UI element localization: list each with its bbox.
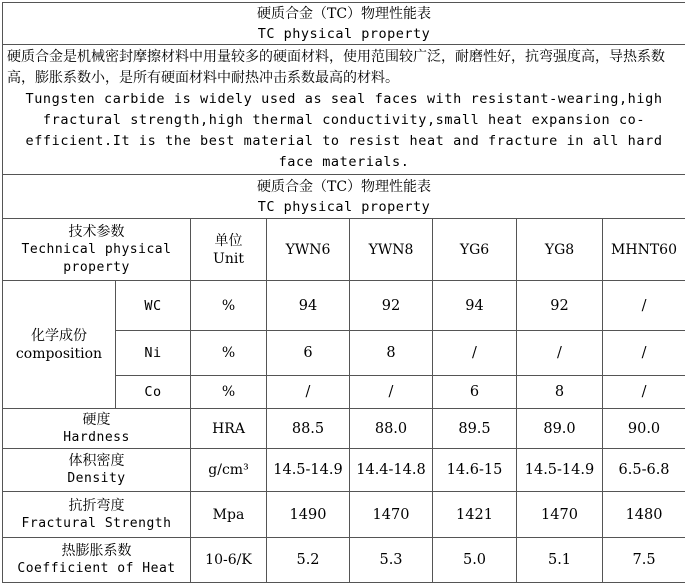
value-cell: 88.0 xyxy=(350,409,433,449)
value-cell: 14.6-15 xyxy=(433,449,517,492)
header-unit-cn: 单位 xyxy=(214,232,243,249)
header-grade: YG6 xyxy=(433,219,517,281)
header-grade: YWN8 xyxy=(350,219,433,281)
intro-paragraph xyxy=(3,45,686,175)
element-label: Ni xyxy=(116,331,191,376)
table-title-cn: 硬质合金（TC）物理性能表 xyxy=(257,178,432,195)
header-unit-en: Unit xyxy=(213,250,244,267)
table-title xyxy=(3,175,686,219)
property-cn: 热膨胀系数 xyxy=(61,543,132,559)
value-cell: 92 xyxy=(350,281,433,331)
value-cell: / xyxy=(603,281,686,331)
value-cell: 7.5 xyxy=(603,538,686,583)
value-cell: 14.4-14.8 xyxy=(350,449,433,492)
unit-cell: Mpa xyxy=(191,492,267,538)
value-cell: 94 xyxy=(433,281,517,331)
value-cell: 6 xyxy=(267,331,350,376)
property-cn: 抗折弯度 xyxy=(68,497,125,514)
value-cell: 89.0 xyxy=(517,409,603,449)
value-cell: 5.0 xyxy=(433,538,517,583)
tc-property-table xyxy=(2,2,685,583)
property-en: Hardness xyxy=(63,429,130,445)
value-cell: 88.5 xyxy=(267,409,350,449)
value-cell: / xyxy=(603,376,686,409)
property-label-density xyxy=(3,449,191,492)
value-cell: 8 xyxy=(350,331,433,376)
property-label-expansion xyxy=(3,538,191,583)
unit-cell: % xyxy=(191,331,267,376)
document-title xyxy=(3,3,686,45)
table-title-en: TC physical property xyxy=(257,198,431,215)
header-grade: YG8 xyxy=(517,219,603,281)
property-label-strength xyxy=(3,492,191,538)
value-cell: 1470 xyxy=(517,492,603,538)
value-cell: / xyxy=(433,331,517,376)
unit-cell: % xyxy=(191,281,267,331)
value-cell: 1480 xyxy=(603,492,686,538)
composition-label xyxy=(3,281,116,409)
header-param-cn: 技术参数 xyxy=(68,223,125,240)
property-label-hardness xyxy=(3,409,191,449)
value-cell: 6 xyxy=(433,376,517,409)
value-cell: 6.5-6.8 xyxy=(603,449,686,492)
value-cell: 8 xyxy=(517,376,603,409)
property-cn: 硬度 xyxy=(82,411,111,428)
composition-label-en: composition xyxy=(15,345,103,362)
element-label: WC xyxy=(116,281,191,331)
property-en: Fractural Strength xyxy=(21,515,172,531)
property-cn: 体积密度 xyxy=(68,453,125,469)
value-cell: 1421 xyxy=(433,492,517,538)
value-cell: / xyxy=(267,376,350,409)
value-cell: / xyxy=(350,376,433,409)
title-en: TC physical property xyxy=(257,25,431,42)
composition-label-cn: 化学成份 xyxy=(31,327,87,344)
intro-cn: 硬质合金是机械密封摩擦材料中用量较多的硬面材料，使用范围较广泛，耐磨性好，抗弯强度高，导热系数高，膨胀系数小，是所有硬面材料中耐热冲击系数最高的材料。 xyxy=(7,48,665,86)
value-cell: 14.5-14.9 xyxy=(517,449,603,492)
header-grade: YWN6 xyxy=(267,219,350,281)
intro-en: Tungsten carbide is widely used as seal faces with resistant-wearing,high fractural strength,high thermal conductivity,small heat expansion co-efficient.It is the best material to resist heat and fracture in all hard face materials. xyxy=(25,90,663,170)
header-grade: MHNT60 xyxy=(603,219,686,281)
header-param-en: Technical physical property xyxy=(21,241,172,275)
value-cell: 5.2 xyxy=(267,538,350,583)
value-cell: / xyxy=(603,331,686,376)
unit-cell: HRA xyxy=(191,409,267,449)
value-cell: 94 xyxy=(267,281,350,331)
header-unit xyxy=(191,219,267,281)
value-cell: 92 xyxy=(517,281,603,331)
value-cell: 5.3 xyxy=(350,538,433,583)
value-cell: 90.0 xyxy=(603,409,686,449)
property-en: Coefficient of Heat xyxy=(17,561,176,576)
unit-cell: % xyxy=(191,376,267,409)
unit-cell: 10-6/K xyxy=(191,538,267,583)
title-cn: 硬质合金（TC）物理性能表 xyxy=(257,5,432,22)
element-label: Co xyxy=(116,376,191,409)
value-cell: 14.5-14.9 xyxy=(267,449,350,492)
value-cell: / xyxy=(517,331,603,376)
value-cell: 1470 xyxy=(350,492,433,538)
value-cell: 89.5 xyxy=(433,409,517,449)
value-cell: 1490 xyxy=(267,492,350,538)
header-param xyxy=(3,219,191,281)
property-table-wrapper xyxy=(2,2,685,584)
property-en: Density xyxy=(67,471,126,486)
value-cell: 5.1 xyxy=(517,538,603,583)
unit-cell: g/cm³ xyxy=(191,449,267,492)
